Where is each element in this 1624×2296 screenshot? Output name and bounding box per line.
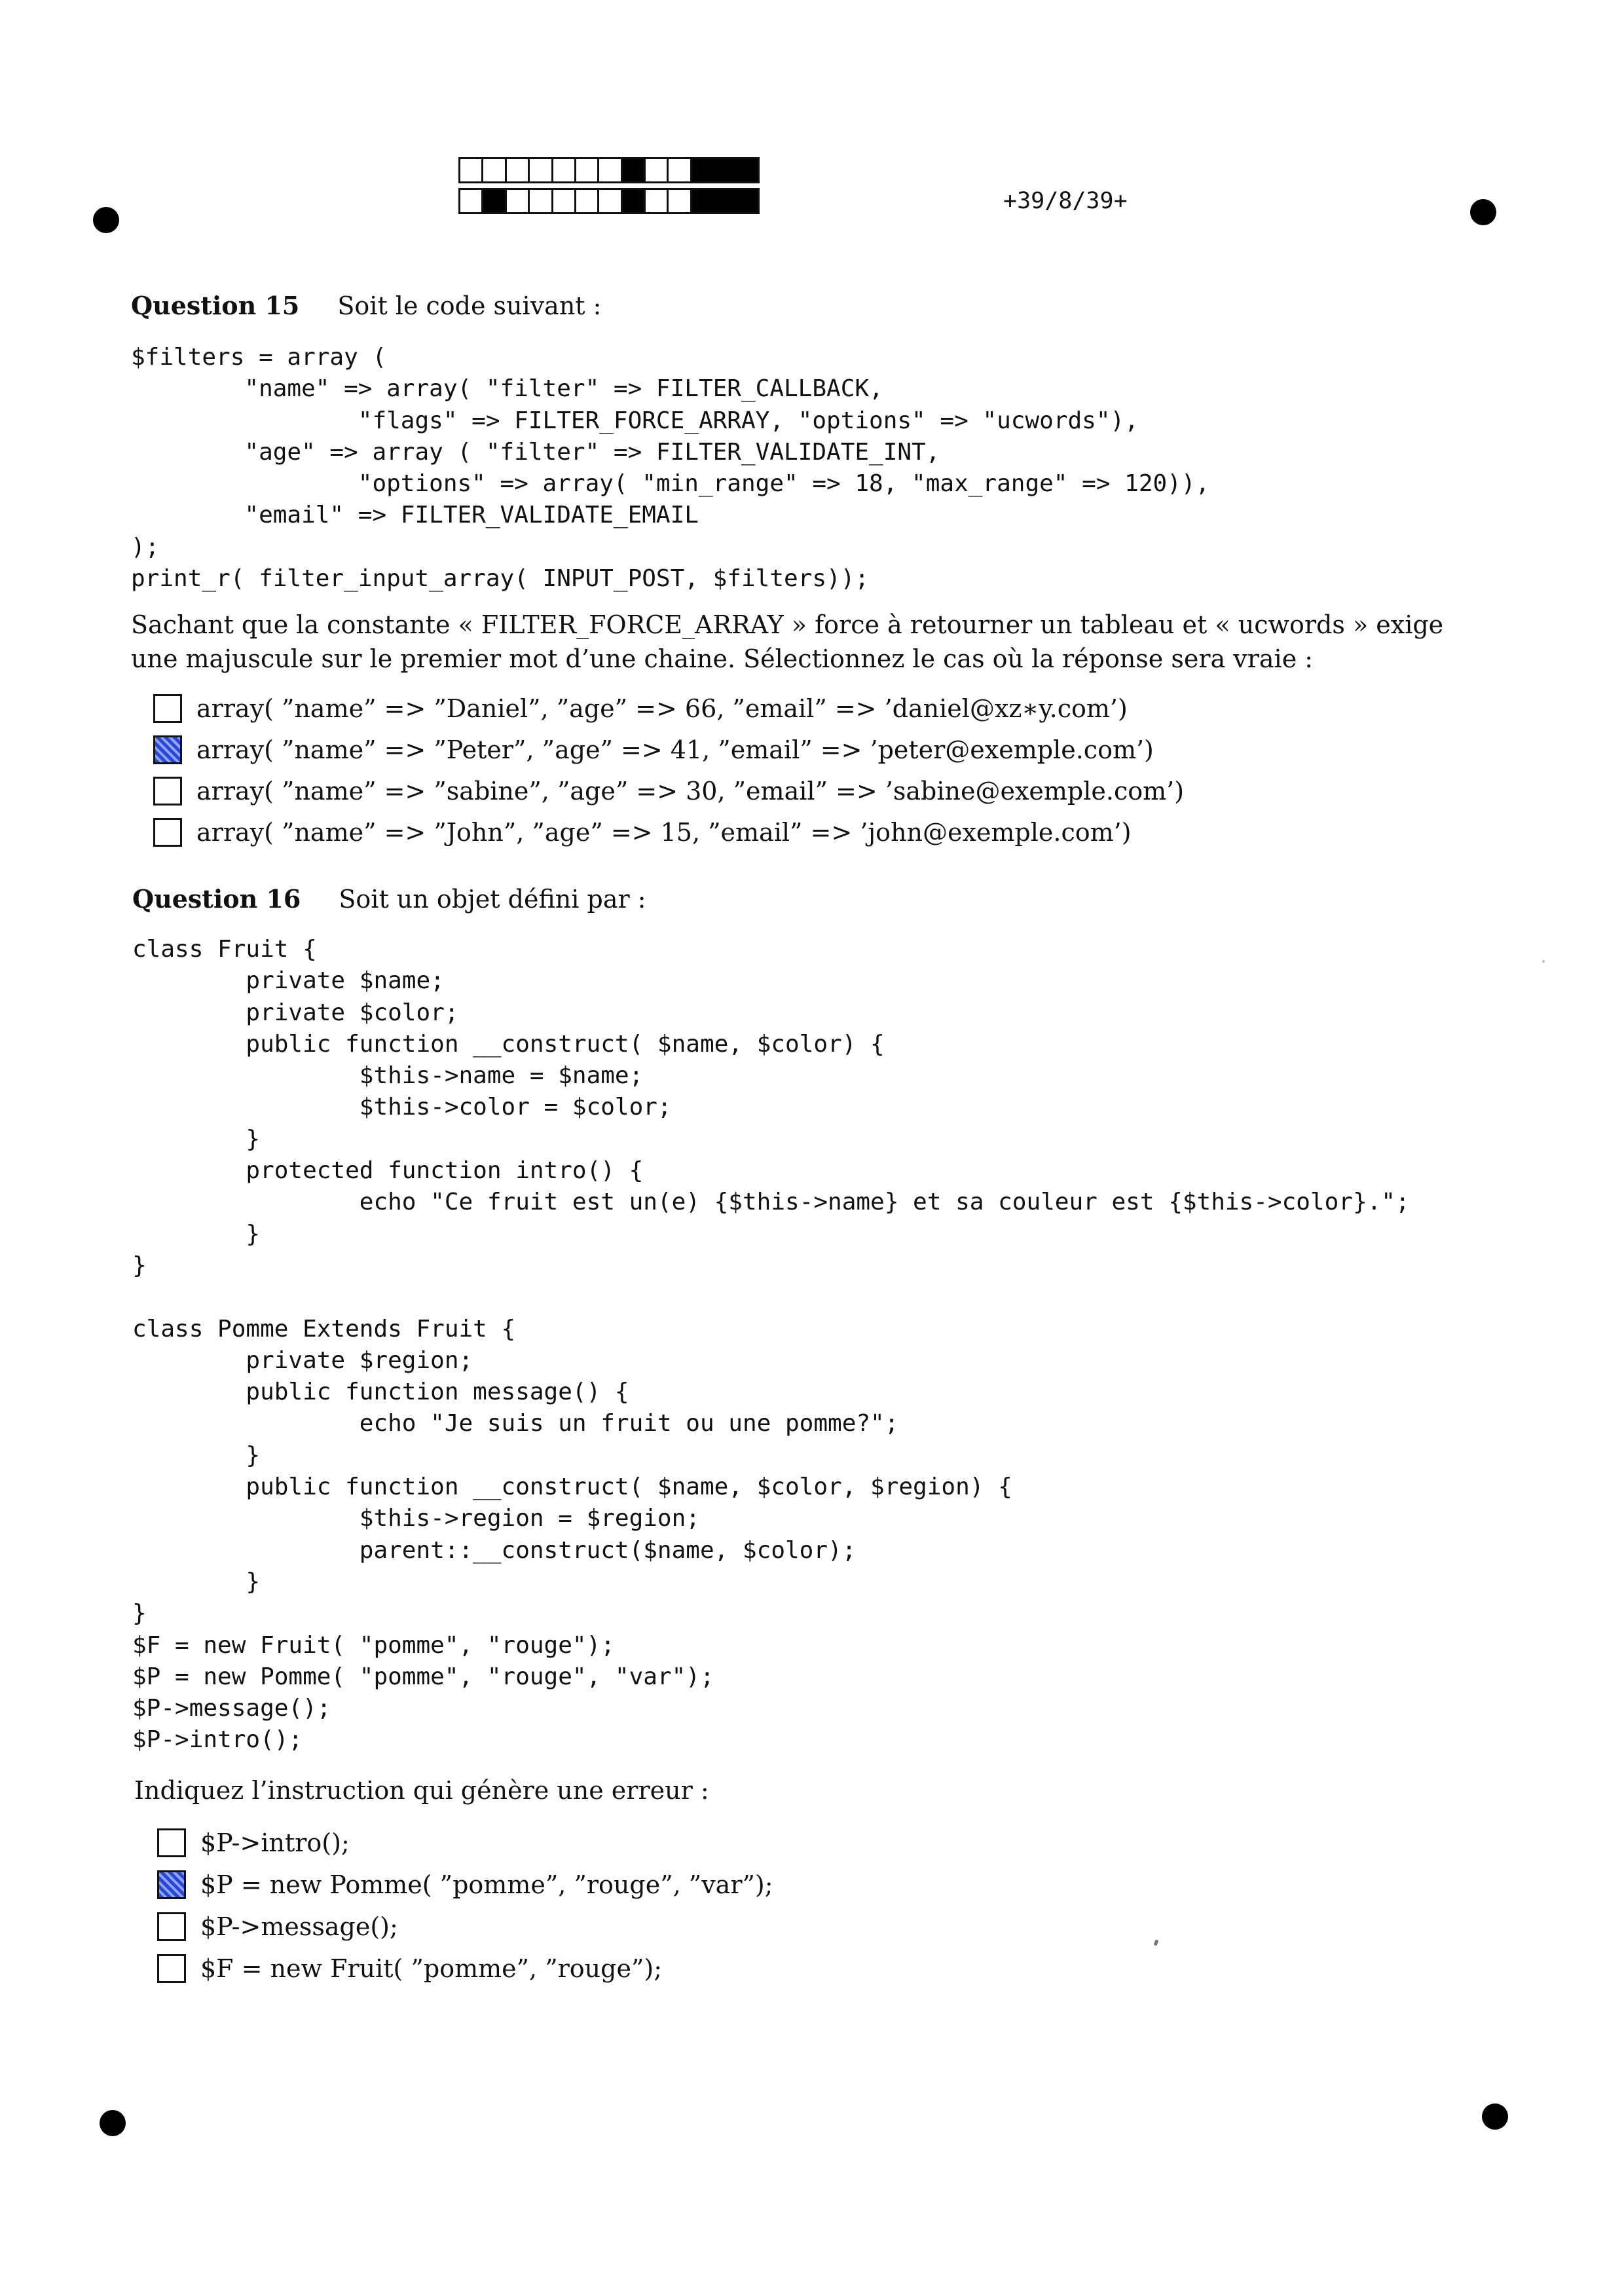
option-label: $P->message(); (200, 1912, 398, 1941)
q15-option-2[interactable] (153, 735, 1154, 764)
checkbox[interactable] (153, 777, 182, 805)
option-label: array( ”name” => ”John”, ”age” => 15, ”email” => ’john@exemple.com’) (196, 818, 1132, 847)
registration-mark-bottom-right (1482, 2103, 1508, 2130)
question-number: Question 16 (132, 884, 301, 914)
barcode-cell (621, 188, 644, 214)
option-label: array( ”name” => ”sabine”, ”age” => 30, ”email” => ’sabine@exemple.com’) (196, 777, 1185, 805)
checkbox-checked[interactable] (157, 1870, 186, 1899)
barcode-row-2 (458, 188, 760, 214)
barcode-cell (505, 188, 528, 214)
checkbox[interactable] (157, 1954, 186, 1983)
question-intro: Soit un objet défini par : (339, 885, 646, 914)
barcode-cell (574, 157, 597, 183)
q15-option-4[interactable] (153, 818, 1132, 847)
barcode-cell (667, 157, 690, 183)
question-16-text: Indiquez l’instruction qui génère une erreur : (134, 1776, 709, 1805)
registration-mark-top-right (1470, 199, 1496, 225)
barcode-cell (621, 157, 644, 183)
scan-speck (1154, 1939, 1159, 1946)
barcode-cell (690, 157, 760, 183)
barcode-cell (574, 188, 597, 214)
question-intro: Soit le code suivant : (337, 291, 602, 320)
barcode-cell (528, 188, 551, 214)
question-number: Question 15 (131, 291, 300, 320)
question-15-text: Sachant que la constante « FILTER_FORCE_ARRAY » force à retourner un tableau et « ucwords » exige une majuscule sur le premier mot d’une chaine. Sélectionnez le cas où la réponse sera vraie : (131, 610, 1444, 673)
barcode-cell (481, 157, 504, 183)
question-16-header (132, 884, 646, 914)
barcode-cell (644, 188, 667, 214)
barcode-row-1 (458, 157, 760, 183)
question-15-header (131, 291, 601, 320)
registration-mark-bottom-left (100, 2110, 126, 2136)
barcode-cell (481, 188, 504, 214)
registration-mark-top-left (93, 207, 119, 233)
q15-option-3[interactable] (153, 777, 1184, 805)
barcode-cell (667, 188, 690, 214)
q16-option-3[interactable] (157, 1912, 398, 1941)
barcode-cell (644, 157, 667, 183)
barcode-cell (597, 188, 620, 214)
barcode-cell (528, 157, 551, 183)
barcode-cell (551, 157, 574, 183)
checkbox[interactable] (153, 694, 182, 723)
barcode-cell (458, 188, 481, 214)
q16-option-2[interactable] (157, 1870, 773, 1899)
checkbox[interactable] (157, 1828, 186, 1857)
code-block-q16: class Fruit { private $name; private $color; public function __construct( $name, $color) { $this->name = $name; $this->color = $color; } protected function intro() { echo "Ce fruit est un(e) {$this->name} et sa couleur est {$this->color}."; } } class Pomme Extends Fruit { private $region; public function message() { echo "Je suis un fruit ou une pomme?"; } public function __construct( $name, $color, $region) { $this->region = $region; parent::__construct($name, $color); } } $F = new Fruit( "pomme", "rouge"); $P = new Pomme( "pomme", "rouge", "var"); $P->message(); $P->intro(); (132, 936, 1410, 1754)
q16-option-1[interactable] (157, 1828, 350, 1857)
barcode-cell (505, 157, 528, 183)
scan-speck (1542, 960, 1545, 963)
code-block-q15: $filters = array ( "name" => array( "filter" => FILTER_CALLBACK, "flags" => FILTER_FORCE_ARRAY, "options" => "ucwords"), "age" => array ( "filter" => FILTER_VALIDATE_INT, "options" => array( "min_range" => 18, "max_range" => 120)), "email" => FILTER_VALIDATE_EMAIL ); print_r( filter_input_array( INPUT_POST, $filters)); (131, 344, 1210, 593)
option-label: array( ”name” => ”Daniel”, ”age” => 66, ”email” => ’daniel@xz∗y.com’) (196, 694, 1128, 723)
checkbox[interactable] (157, 1912, 186, 1941)
barcode-cell (551, 188, 574, 214)
barcode-cell (597, 157, 620, 183)
q15-option-1[interactable] (153, 694, 1128, 723)
checkbox[interactable] (153, 818, 182, 847)
option-label: $F = new Fruit( ”pomme”, ”rouge”); (200, 1954, 663, 1983)
option-label: $P = new Pomme( ”pomme”, ”rouge”, ”var”); (200, 1870, 773, 1899)
q16-option-4[interactable] (157, 1954, 662, 1983)
barcode-cell (690, 188, 760, 214)
page-number: +39/8/39+ (1003, 188, 1128, 214)
checkbox-checked[interactable] (153, 735, 182, 764)
option-label: $P->intro(); (200, 1828, 350, 1857)
barcode-cell (458, 157, 481, 183)
option-label: array( ”name” => ”Peter”, ”age” => 41, ”email” => ’peter@exemple.com’) (196, 735, 1154, 764)
